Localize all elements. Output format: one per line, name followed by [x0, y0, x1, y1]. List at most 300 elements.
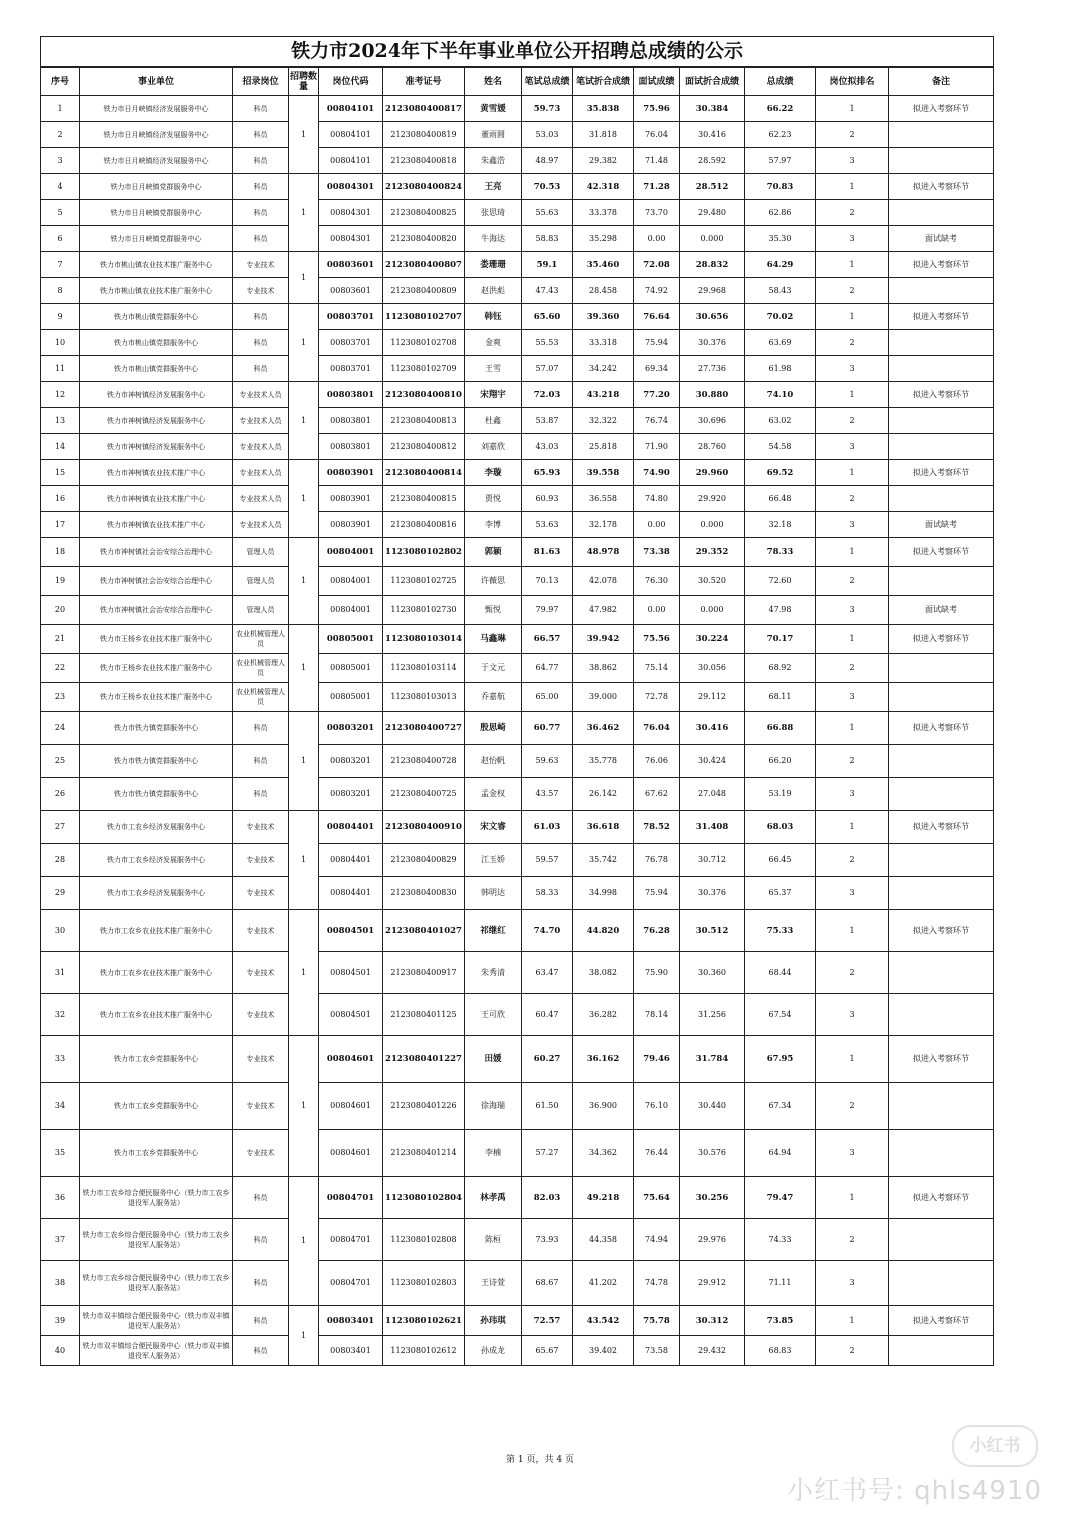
row-index: 38	[41, 1261, 80, 1306]
total-score: 65.37	[745, 877, 816, 910]
position-name: 科员	[233, 1306, 289, 1336]
written-weighted: 35.742	[573, 844, 634, 877]
table-row	[41, 382, 994, 408]
position-code: 00803401	[319, 1306, 383, 1336]
row-index: 7	[41, 252, 80, 278]
candidate-name: 马鑫琳	[465, 625, 522, 654]
unit-name: 铁力市铁力镇党群服务中心	[80, 745, 233, 778]
written-weighted: 48.978	[573, 538, 634, 567]
written-weighted: 42.318	[573, 174, 634, 200]
rank: 2	[816, 486, 889, 512]
interview-score: 75.14	[634, 654, 680, 683]
remark	[889, 994, 994, 1036]
remark	[889, 278, 994, 304]
remark	[889, 844, 994, 877]
rank: 3	[816, 596, 889, 625]
interview-weighted: 31.408	[680, 811, 745, 844]
position-code: 00803201	[319, 745, 383, 778]
ticket-number: 2123080401027	[383, 910, 465, 952]
recruit-count: 1	[289, 538, 319, 625]
interview-score: 73.58	[634, 1336, 680, 1366]
written-weighted: 42.078	[573, 567, 634, 596]
position-name: 科员	[233, 174, 289, 200]
written-score: 57.07	[522, 356, 573, 382]
interview-score: 76.74	[634, 408, 680, 434]
interview-weighted: 29.920	[680, 486, 745, 512]
written-score: 63.47	[522, 952, 573, 994]
row-index: 12	[41, 382, 80, 408]
total-score: 58.43	[745, 278, 816, 304]
candidate-name: 宋翔宇	[465, 382, 522, 408]
written-score: 60.93	[522, 486, 573, 512]
position-name: 科员	[233, 226, 289, 252]
interview-score: 75.94	[634, 877, 680, 910]
total-score: 47.98	[745, 596, 816, 625]
recruit-count: 1	[289, 252, 319, 304]
unit-name: 铁力市桃山镇农业技术推广服务中心	[80, 252, 233, 278]
interview-score: 78.14	[634, 994, 680, 1036]
position-code: 00805001	[319, 654, 383, 683]
row-index: 30	[41, 910, 80, 952]
interview-score: 75.56	[634, 625, 680, 654]
table-row	[41, 1130, 994, 1177]
row-index: 3	[41, 148, 80, 174]
ticket-number: 1123080103014	[383, 625, 465, 654]
written-score: 47.43	[522, 278, 573, 304]
position-code: 00805001	[319, 625, 383, 654]
remark: 拟进入考察环节	[889, 1036, 994, 1083]
written-score: 43.03	[522, 434, 573, 460]
written-weighted: 32.322	[573, 408, 634, 434]
position-code: 00804701	[319, 1177, 383, 1219]
written-score: 65.93	[522, 460, 573, 486]
candidate-name: 李楠	[465, 1130, 522, 1177]
candidate-name: 韩明达	[465, 877, 522, 910]
interview-score: 69.34	[634, 356, 680, 382]
position-name: 科员	[233, 1219, 289, 1261]
position-name: 专业技术	[233, 1083, 289, 1130]
ticket-number: 1123080103114	[383, 654, 465, 683]
candidate-name: 贾悦	[465, 486, 522, 512]
row-index: 24	[41, 712, 80, 745]
table-row	[41, 1083, 994, 1130]
position-code: 00803401	[319, 1336, 383, 1366]
remark	[889, 148, 994, 174]
recruit-count: 1	[289, 460, 319, 538]
remark: 拟进入考察环节	[889, 1306, 994, 1336]
table-row	[41, 994, 994, 1036]
position-code: 00804301	[319, 174, 383, 200]
position-code: 00804401	[319, 877, 383, 910]
unit-name: 铁力市桃山镇农业技术推广服务中心	[80, 278, 233, 304]
rank: 2	[816, 330, 889, 356]
ticket-number: 2123080400910	[383, 811, 465, 844]
interview-weighted: 28.760	[680, 434, 745, 460]
table-row	[41, 567, 994, 596]
interview-score: 73.70	[634, 200, 680, 226]
written-weighted: 35.778	[573, 745, 634, 778]
interview-weighted: 28.592	[680, 148, 745, 174]
position-name: 管理人员	[233, 596, 289, 625]
ticket-number: 2123080401227	[383, 1036, 465, 1083]
total-score: 67.54	[745, 994, 816, 1036]
position-name: 科员	[233, 304, 289, 330]
interview-score: 76.04	[634, 712, 680, 745]
row-index: 16	[41, 486, 80, 512]
position-code: 00804001	[319, 538, 383, 567]
ticket-number: 2123080400727	[383, 712, 465, 745]
unit-name: 铁力市王杨乡农业技术推广服务中心	[80, 654, 233, 683]
written-score: 59.63	[522, 745, 573, 778]
recruit-count: 1	[289, 1036, 319, 1177]
column-header: 岗位代码	[319, 67, 383, 96]
rank: 2	[816, 1219, 889, 1261]
position-name: 专业技术	[233, 910, 289, 952]
total-score: 68.83	[745, 1336, 816, 1366]
watermark-logo: 小红书	[952, 1425, 1038, 1467]
written-weighted: 33.378	[573, 200, 634, 226]
column-header: 姓名	[465, 67, 522, 96]
written-score: 59.73	[522, 96, 573, 122]
written-score: 43.57	[522, 778, 573, 811]
position-name: 专业技术	[233, 844, 289, 877]
recruit-count: 1	[289, 811, 319, 910]
recruit-count: 1	[289, 625, 319, 712]
ticket-number: 2123080400818	[383, 148, 465, 174]
table-row	[41, 252, 994, 278]
remark	[889, 1083, 994, 1130]
ticket-number: 2123080400812	[383, 434, 465, 460]
position-code: 00803801	[319, 408, 383, 434]
written-score: 79.97	[522, 596, 573, 625]
remark: 拟进入考察环节	[889, 252, 994, 278]
ticket-number: 2123080400830	[383, 877, 465, 910]
remark: 面试缺考	[889, 596, 994, 625]
unit-name: 铁力市日月峡镇党群服务中心	[80, 200, 233, 226]
row-index: 5	[41, 200, 80, 226]
interview-weighted: 29.960	[680, 460, 745, 486]
total-score: 64.29	[745, 252, 816, 278]
written-weighted: 39.000	[573, 683, 634, 712]
position-name: 专业技术	[233, 952, 289, 994]
written-weighted: 29.382	[573, 148, 634, 174]
rank: 1	[816, 811, 889, 844]
position-name: 专业技术人员	[233, 382, 289, 408]
written-score: 55.63	[522, 200, 573, 226]
candidate-name: 李璇	[465, 460, 522, 486]
ticket-number: 1123080102709	[383, 356, 465, 382]
unit-name: 铁力市工农乡党群服务中心	[80, 1130, 233, 1177]
remark: 拟进入考察环节	[889, 811, 994, 844]
position-name: 农业机械管理人员	[233, 683, 289, 712]
written-score: 65.60	[522, 304, 573, 330]
unit-name: 铁力市工农乡经济发展服务中心	[80, 877, 233, 910]
table-row	[41, 1036, 994, 1083]
table-row	[41, 330, 994, 356]
interview-score: 76.06	[634, 745, 680, 778]
written-score: 60.27	[522, 1036, 573, 1083]
total-score: 70.02	[745, 304, 816, 330]
interview-score: 0.00	[634, 512, 680, 538]
remark: 拟进入考察环节	[889, 96, 994, 122]
remark	[889, 1130, 994, 1177]
column-header: 笔试总成绩	[522, 67, 573, 96]
position-code: 00803601	[319, 252, 383, 278]
row-index: 15	[41, 460, 80, 486]
ticket-number: 1123080102621	[383, 1306, 465, 1336]
ticket-number: 2123080401214	[383, 1130, 465, 1177]
written-score: 70.53	[522, 174, 573, 200]
rank: 1	[816, 460, 889, 486]
interview-weighted: 29.432	[680, 1336, 745, 1366]
interview-weighted: 30.416	[680, 712, 745, 745]
interview-score: 74.78	[634, 1261, 680, 1306]
column-header: 备注	[889, 67, 994, 96]
candidate-name: 徐海瑞	[465, 1083, 522, 1130]
rank: 2	[816, 122, 889, 148]
interview-weighted: 30.576	[680, 1130, 745, 1177]
written-weighted: 35.460	[573, 252, 634, 278]
position-code: 00803201	[319, 778, 383, 811]
row-index: 31	[41, 952, 80, 994]
candidate-name: 杜鑫	[465, 408, 522, 434]
interview-score: 74.94	[634, 1219, 680, 1261]
unit-name: 铁力市工农乡综合便民服务中心（铁力市工农乡退役军人服务站）	[80, 1219, 233, 1261]
ticket-number: 2123080400816	[383, 512, 465, 538]
row-index: 32	[41, 994, 80, 1036]
written-score: 60.77	[522, 712, 573, 745]
written-score: 66.57	[522, 625, 573, 654]
position-name: 专业技术人员	[233, 460, 289, 486]
ticket-number: 2123080400814	[383, 460, 465, 486]
unit-name: 铁力市神树镇社会治安综合治理中心	[80, 567, 233, 596]
rank: 3	[816, 226, 889, 252]
interview-weighted: 27.736	[680, 356, 745, 382]
interview-weighted: 29.976	[680, 1219, 745, 1261]
total-score: 69.52	[745, 460, 816, 486]
ticket-number: 1123080102708	[383, 330, 465, 356]
row-index: 37	[41, 1219, 80, 1261]
interview-score: 0.00	[634, 596, 680, 625]
ticket-number: 2123080400817	[383, 96, 465, 122]
written-score: 68.67	[522, 1261, 573, 1306]
position-name: 科员	[233, 1177, 289, 1219]
ticket-number: 2123080400824	[383, 174, 465, 200]
position-name: 农业机械管理人员	[233, 654, 289, 683]
position-name: 管理人员	[233, 567, 289, 596]
column-header: 事业单位	[80, 67, 233, 96]
written-weighted: 33.318	[573, 330, 634, 356]
row-index: 14	[41, 434, 80, 460]
written-weighted: 35.298	[573, 226, 634, 252]
interview-score: 0.00	[634, 226, 680, 252]
total-score: 68.92	[745, 654, 816, 683]
unit-name: 铁力市工农乡农业技术推广服务中心	[80, 910, 233, 952]
position-name: 科员	[233, 778, 289, 811]
rank: 2	[816, 1336, 889, 1366]
candidate-name: 孙玮琪	[465, 1306, 522, 1336]
remark: 拟进入考察环节	[889, 460, 994, 486]
unit-name: 铁力市工农乡综合便民服务中心（铁力市工农乡退役军人服务站）	[80, 1261, 233, 1306]
position-name: 专业技术	[233, 877, 289, 910]
candidate-name: 董雨圆	[465, 122, 522, 148]
position-name: 专业技术	[233, 278, 289, 304]
position-code: 00803801	[319, 434, 383, 460]
candidate-name: 江玉娇	[465, 844, 522, 877]
candidate-name: 李博	[465, 512, 522, 538]
table-body	[41, 96, 994, 1366]
interview-score: 79.46	[634, 1036, 680, 1083]
table-row	[41, 596, 994, 625]
rank: 2	[816, 200, 889, 226]
interview-score: 71.48	[634, 148, 680, 174]
position-name: 科员	[233, 356, 289, 382]
table-row	[41, 486, 994, 512]
candidate-name: 赵洪彪	[465, 278, 522, 304]
written-weighted: 49.218	[573, 1177, 634, 1219]
unit-name: 铁力市工农乡党群服务中心	[80, 1036, 233, 1083]
written-score: 60.47	[522, 994, 573, 1036]
rank: 2	[816, 1083, 889, 1130]
position-code: 00804601	[319, 1036, 383, 1083]
written-score: 70.13	[522, 567, 573, 596]
interview-weighted: 29.912	[680, 1261, 745, 1306]
position-name: 专业技术人员	[233, 408, 289, 434]
rank: 3	[816, 148, 889, 174]
interview-weighted: 30.312	[680, 1306, 745, 1336]
unit-name: 铁力市日月峡镇党群服务中心	[80, 226, 233, 252]
table-row	[41, 910, 994, 952]
interview-score: 71.28	[634, 174, 680, 200]
candidate-name: 刘嘉欣	[465, 434, 522, 460]
rank: 2	[816, 278, 889, 304]
candidate-name: 乔嘉航	[465, 683, 522, 712]
page-title: 铁力市2024年下半年事业单位公开招聘总成绩的公示	[41, 37, 994, 68]
written-weighted: 39.360	[573, 304, 634, 330]
table-row	[41, 683, 994, 712]
unit-name: 铁力市日月峡镇经济发展服务中心	[80, 96, 233, 122]
remark	[889, 952, 994, 994]
total-score: 57.97	[745, 148, 816, 174]
row-index: 19	[41, 567, 80, 596]
interview-weighted: 0.000	[680, 226, 745, 252]
written-weighted: 36.900	[573, 1083, 634, 1130]
interview-score: 77.20	[634, 382, 680, 408]
interview-weighted: 0.000	[680, 596, 745, 625]
rank: 2	[816, 567, 889, 596]
candidate-name: 郭颖	[465, 538, 522, 567]
table-row	[41, 844, 994, 877]
position-code: 00803601	[319, 278, 383, 304]
rank: 1	[816, 304, 889, 330]
position-name: 科员	[233, 1336, 289, 1366]
rank: 3	[816, 994, 889, 1036]
rank: 2	[816, 654, 889, 683]
rank: 2	[816, 952, 889, 994]
recruit-count: 1	[289, 1306, 319, 1366]
rank: 3	[816, 877, 889, 910]
total-score: 54.58	[745, 434, 816, 460]
row-index: 26	[41, 778, 80, 811]
table-row	[41, 96, 994, 122]
unit-name: 铁力市神树镇经济发展服务中心	[80, 382, 233, 408]
interview-score: 74.80	[634, 486, 680, 512]
interview-weighted: 30.384	[680, 96, 745, 122]
rank: 1	[816, 252, 889, 278]
rank: 1	[816, 712, 889, 745]
total-score: 70.83	[745, 174, 816, 200]
interview-weighted: 30.656	[680, 304, 745, 330]
position-name: 专业技术人员	[233, 434, 289, 460]
position-code: 00804101	[319, 122, 383, 148]
remark	[889, 778, 994, 811]
position-code: 00803701	[319, 304, 383, 330]
ticket-number: 2123080400825	[383, 200, 465, 226]
total-score: 73.85	[745, 1306, 816, 1336]
ticket-number: 2123080401226	[383, 1083, 465, 1130]
written-score: 53.63	[522, 512, 573, 538]
row-index: 29	[41, 877, 80, 910]
rank: 2	[816, 844, 889, 877]
table-row	[41, 434, 994, 460]
unit-name: 铁力市桃山镇党群服务中心	[80, 356, 233, 382]
interview-score: 73.38	[634, 538, 680, 567]
candidate-name: 金爽	[465, 330, 522, 356]
ticket-number: 2123080401125	[383, 994, 465, 1036]
row-index: 23	[41, 683, 80, 712]
total-score: 62.23	[745, 122, 816, 148]
written-weighted: 44.358	[573, 1219, 634, 1261]
candidate-name: 韩钰	[465, 304, 522, 330]
remark	[889, 1261, 994, 1306]
ticket-number: 2123080400725	[383, 778, 465, 811]
position-code: 00804101	[319, 148, 383, 174]
table-row	[41, 356, 994, 382]
interview-weighted: 29.968	[680, 278, 745, 304]
recruit-count: 1	[289, 712, 319, 811]
unit-name: 铁力市王杨乡农业技术推广服务中心	[80, 683, 233, 712]
written-score: 72.57	[522, 1306, 573, 1336]
interview-weighted: 30.376	[680, 330, 745, 356]
row-index: 2	[41, 122, 80, 148]
column-header: 面试成绩	[634, 67, 680, 96]
position-name: 专业技术人员	[233, 486, 289, 512]
unit-name: 铁力市神树镇社会治安综合治理中心	[80, 596, 233, 625]
unit-name: 铁力市神树镇农业技术推广中心	[80, 460, 233, 486]
position-name: 管理人员	[233, 538, 289, 567]
ticket-number: 1123080102808	[383, 1219, 465, 1261]
total-score: 74.10	[745, 382, 816, 408]
table-row	[41, 512, 994, 538]
position-code: 00804401	[319, 811, 383, 844]
interview-weighted: 29.352	[680, 538, 745, 567]
row-index: 36	[41, 1177, 80, 1219]
unit-name: 铁力市神树镇经济发展服务中心	[80, 434, 233, 460]
row-index: 35	[41, 1130, 80, 1177]
row-index: 10	[41, 330, 80, 356]
candidate-name: 林孝禹	[465, 1177, 522, 1219]
row-index: 27	[41, 811, 80, 844]
candidate-name: 王可欣	[465, 994, 522, 1036]
position-name: 科员	[233, 96, 289, 122]
candidate-name: 孟金权	[465, 778, 522, 811]
candidate-name: 于文元	[465, 654, 522, 683]
interview-weighted: 30.360	[680, 952, 745, 994]
interview-weighted: 28.512	[680, 174, 745, 200]
row-index: 40	[41, 1336, 80, 1366]
written-weighted: 26.142	[573, 778, 634, 811]
written-score: 58.33	[522, 877, 573, 910]
